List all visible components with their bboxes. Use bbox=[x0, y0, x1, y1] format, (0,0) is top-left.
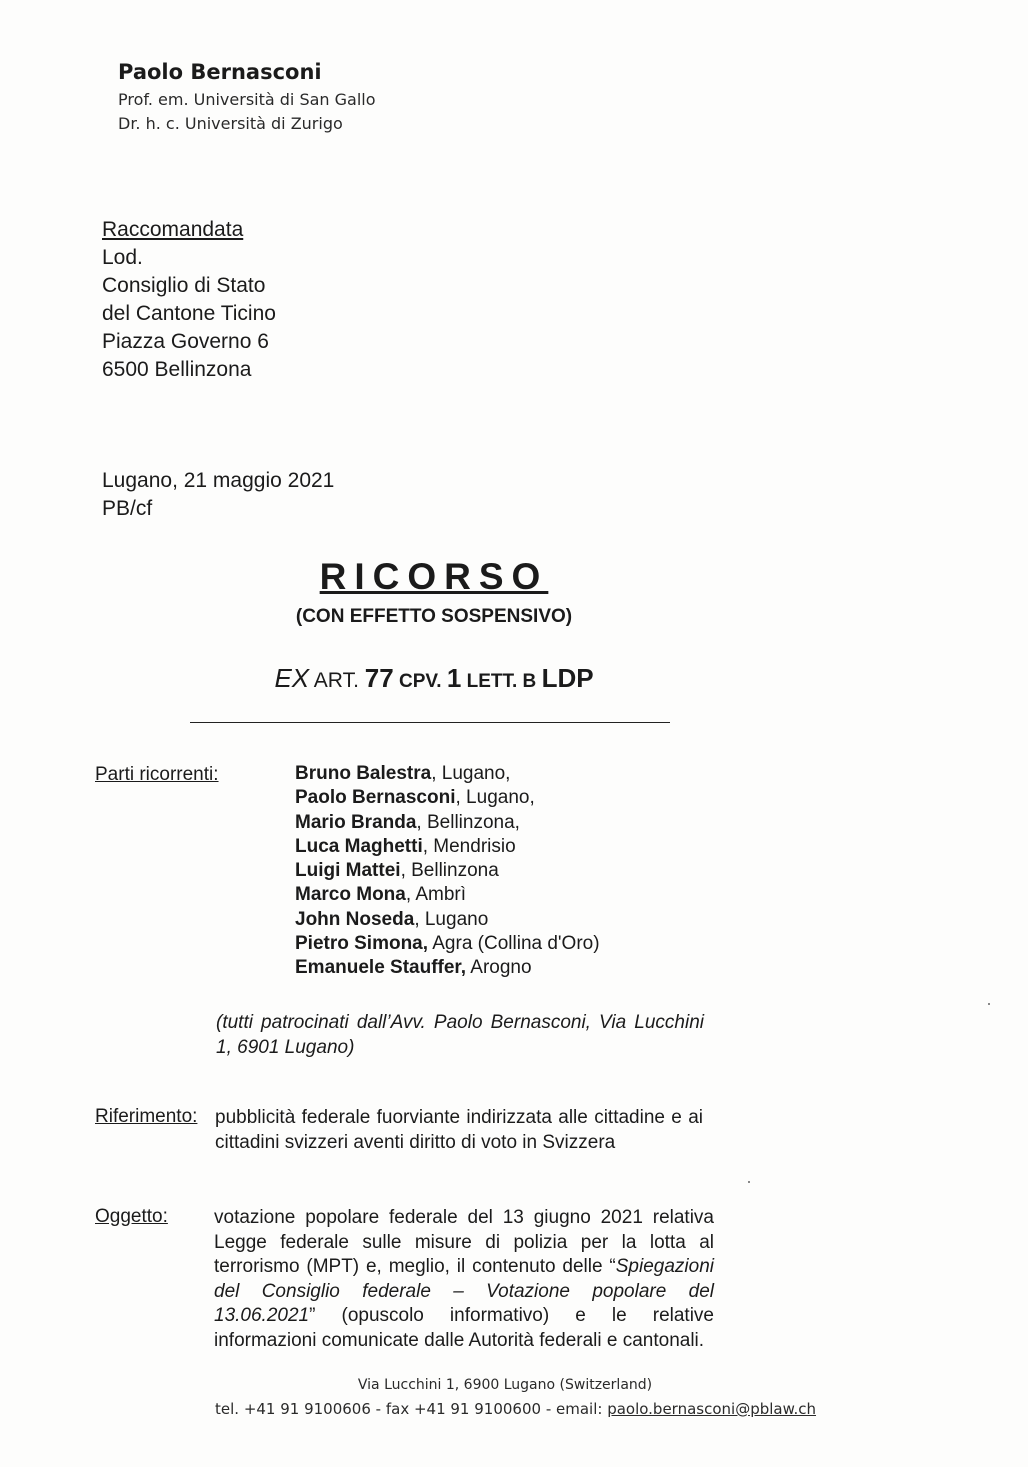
party-item: Mario Branda, Bellinzona, bbox=[295, 811, 520, 833]
scan-speck bbox=[748, 1181, 750, 1183]
party-item: Bruno Balestra, Lugano, bbox=[295, 763, 511, 784]
recipient-line: Lod. bbox=[102, 246, 143, 269]
party-item: John Noseda, Lugano bbox=[295, 908, 489, 930]
letterhead-title-1: Prof. em. Università di San Gallo bbox=[118, 90, 376, 109]
document-title: RICORSO bbox=[319, 556, 549, 597]
legal-basis-cpv: CPV. bbox=[393, 671, 447, 692]
riferimento-text: pubblicità federale fuorviante indirizzata alle cittadine e ai cittadini svizzeri aventi diritto di voto in Svizzera bbox=[215, 1107, 703, 1153]
legal-basis bbox=[0, 663, 868, 694]
recipient-line: del Cantone Ticino bbox=[102, 302, 276, 325]
legal-basis-lett: LETT. B bbox=[461, 671, 542, 692]
legal-basis-ex: EX bbox=[274, 663, 310, 693]
letterhead-title-2: Dr. h. c. Università di Zurigo bbox=[118, 114, 343, 133]
oggetto-text: votazione popolare federale del 13 giugno 2021 relativa Legge federale sulle misure di polizia per la lotta al terrorismo (MPT) e, meglio, il contenuto delle “Spiegazioni del Consiglio federale – Votazione popolare del 13.06.2021” (opuscolo informativo) e le relative informazioni comunicate dalle Autorità federali e cantonali. bbox=[214, 1207, 714, 1351]
party-item: Emanuele Stauffer, Arogno bbox=[295, 957, 532, 979]
footer-email-link[interactable]: paolo.bernasconi@pblaw.ch bbox=[607, 1400, 817, 1418]
letterhead-name: Paolo Bernasconi bbox=[118, 60, 322, 84]
recipient-line: 6500 Bellinzona bbox=[102, 358, 252, 381]
parties-label: Parti ricorrenti: bbox=[95, 764, 219, 785]
footer-contacts: tel. +41 91 9100606 - fax +41 91 9100600 - email: paolo.bernasconi@pblaw.ch bbox=[215, 1400, 817, 1418]
date-block bbox=[102, 467, 334, 523]
reference-code: PB/cf bbox=[102, 497, 153, 520]
riferimento-label: Riferimento: bbox=[95, 1106, 198, 1127]
recipient-block bbox=[102, 216, 276, 384]
party-item: Marco Mona, Ambrì bbox=[295, 884, 467, 906]
delivery-method: Raccomandata bbox=[102, 218, 244, 241]
recipient-line: Piazza Governo 6 bbox=[102, 330, 269, 353]
scan-speck bbox=[988, 1003, 990, 1005]
legal-basis-ldp: LDP bbox=[541, 663, 594, 693]
document-subtitle: (CON EFFETTO SOSPENSIVO) bbox=[295, 606, 573, 627]
legal-basis-1: 1 bbox=[446, 663, 462, 693]
legal-basis-77: 77 bbox=[364, 663, 394, 693]
party-item: Paolo Bernasconi, Lugano, bbox=[295, 787, 535, 809]
party-item: Luigi Mattei, Bellinzona bbox=[295, 860, 499, 882]
parties-list bbox=[295, 762, 600, 981]
footer-address: Via Lucchini 1, 6900 Lugano (Switzerland) bbox=[357, 1377, 653, 1393]
recipient-line: Consiglio di Stato bbox=[102, 274, 266, 297]
oggetto-label: Oggetto: bbox=[95, 1206, 168, 1227]
title-divider bbox=[190, 722, 670, 723]
date-place: Lugano, 21 maggio 2021 bbox=[102, 469, 335, 492]
party-item: Pietro Simona, Agra (Collina d'Oro) bbox=[295, 933, 600, 955]
counsel-note: (tutti patrocinati dall’Avv. Paolo Bernasconi, Via Lucchini 1, 6901 Lugano) bbox=[216, 1012, 704, 1058]
party-item: Luca Maghetti, Mendrisio bbox=[295, 835, 516, 857]
legal-basis-art: ART. bbox=[309, 669, 365, 692]
